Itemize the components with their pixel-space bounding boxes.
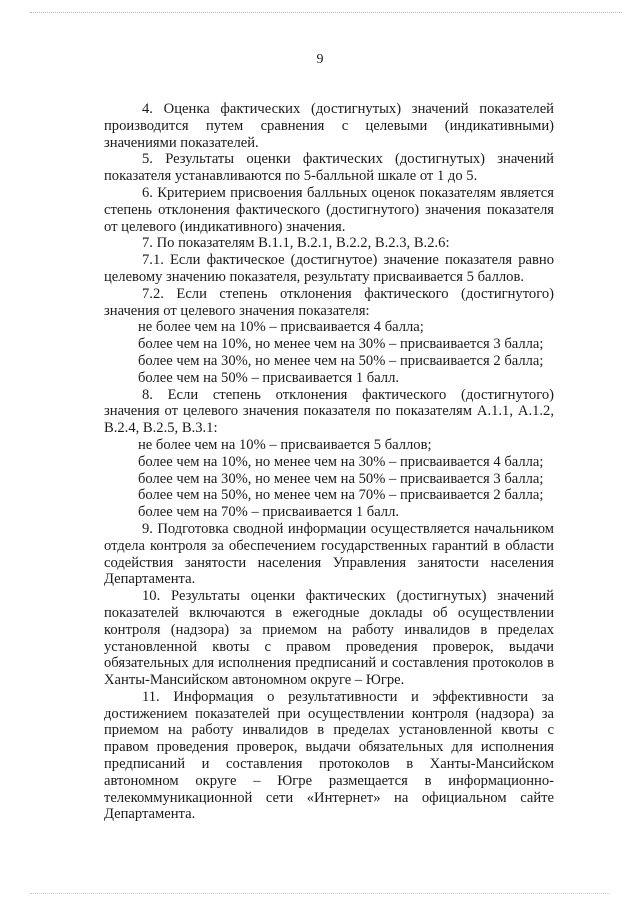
scan-edge-top [30, 12, 622, 13]
list-item: более чем на 50%, но менее чем на 70% – присваивается 2 балла; [138, 487, 544, 504]
list-item: более чем на 10%, но менее чем на 30% – присваивается 3 балла; [138, 336, 544, 353]
list-item: более чем на 50% – присваивается 1 балл. [138, 369, 400, 386]
paragraph-7-2: 7.2. Если степень отклонения фактического (достигнутого) значения от целевого значения показателя: [104, 285, 554, 319]
paragraph-9: 9. Подготовка сводной информации осуществляется начальником отдела контроля за обеспечением государственных гарантий в области содействия занятости населения Управления занятости населения Департамента. [104, 520, 554, 588]
list-item: более чем на 70% – присваивается 1 балл. [138, 504, 400, 521]
list-item: более чем на 30%, но менее чем на 50% – присваивается 3 балла; [138, 470, 544, 487]
paragraph-6: 6. Критерием присвоения балльных оценок показателям является степень отклонения фактического (достигнутого) значения показателя от целевого (индикативного) значения. [104, 184, 554, 235]
paragraph-5: 5. Результаты оценки фактических (достигнутых) значений показателя устанавливаются по 5-балльной шкале от 1 до 5. [104, 151, 554, 185]
document-body [104, 101, 554, 823]
scan-edge-bottom [30, 893, 610, 894]
page-number: 9 [316, 52, 324, 67]
list-item: не более чем на 10% – присваивается 4 балла; [138, 319, 424, 336]
list-item: более чем на 30%, но менее чем на 50% – присваивается 2 балла; [138, 352, 544, 369]
paragraph-11: 11. Информация о результативности и эффективности за достижением показателей при осуществлении контроля (надзора) за приемом на работу инвалидов в пределах установленной квоты с правом проведения проверок, выдачи обязательных для исполнения предписаний и составления протоколов в Ханты-Мансийском автономном округе – Югре размещается в информационно-телекоммуникационной сети «Интернет» на официальном сайте Департамента. [104, 688, 554, 823]
paragraph-8: 8. Если степень отклонения фактического (достигнутого) значения от целевого значения показателя по показателям А.1.1, А.1.2, В.2.4, В.2.5, В.3.1: [104, 386, 554, 437]
paragraph-10: 10. Результаты оценки фактических (достигнутых) значений показателей включаются в ежегодные доклады об осуществлении контроля (надзора) за приемом на работу инвалидов в пределах установленной квоты с правом проведения проверок, выдачи обязательных для исполнения предписаний и составления протоколов в Ханты-Мансийском автономном округе – Югре. [104, 588, 554, 689]
list-item: более чем на 10%, но менее чем на 30% – присваивается 4 балла; [138, 453, 544, 470]
paragraph-7-1: 7.1. Если фактическое (достигнутое) значение показателя равно целевому значению показателя, результату присваивается 5 баллов. [104, 252, 554, 285]
list-item: не более чем на 10% – присваивается 5 баллов; [138, 436, 432, 453]
paragraph-7: 7. По показателям В.1.1, В.2.1, В.2.2, В.2.3, В.2.6: [142, 235, 450, 252]
paragraph-4: 4. Оценка фактических (достигнутых) значений показателей производится путем сравнения с целевыми (индикативными) значениями показателей. [104, 101, 554, 151]
